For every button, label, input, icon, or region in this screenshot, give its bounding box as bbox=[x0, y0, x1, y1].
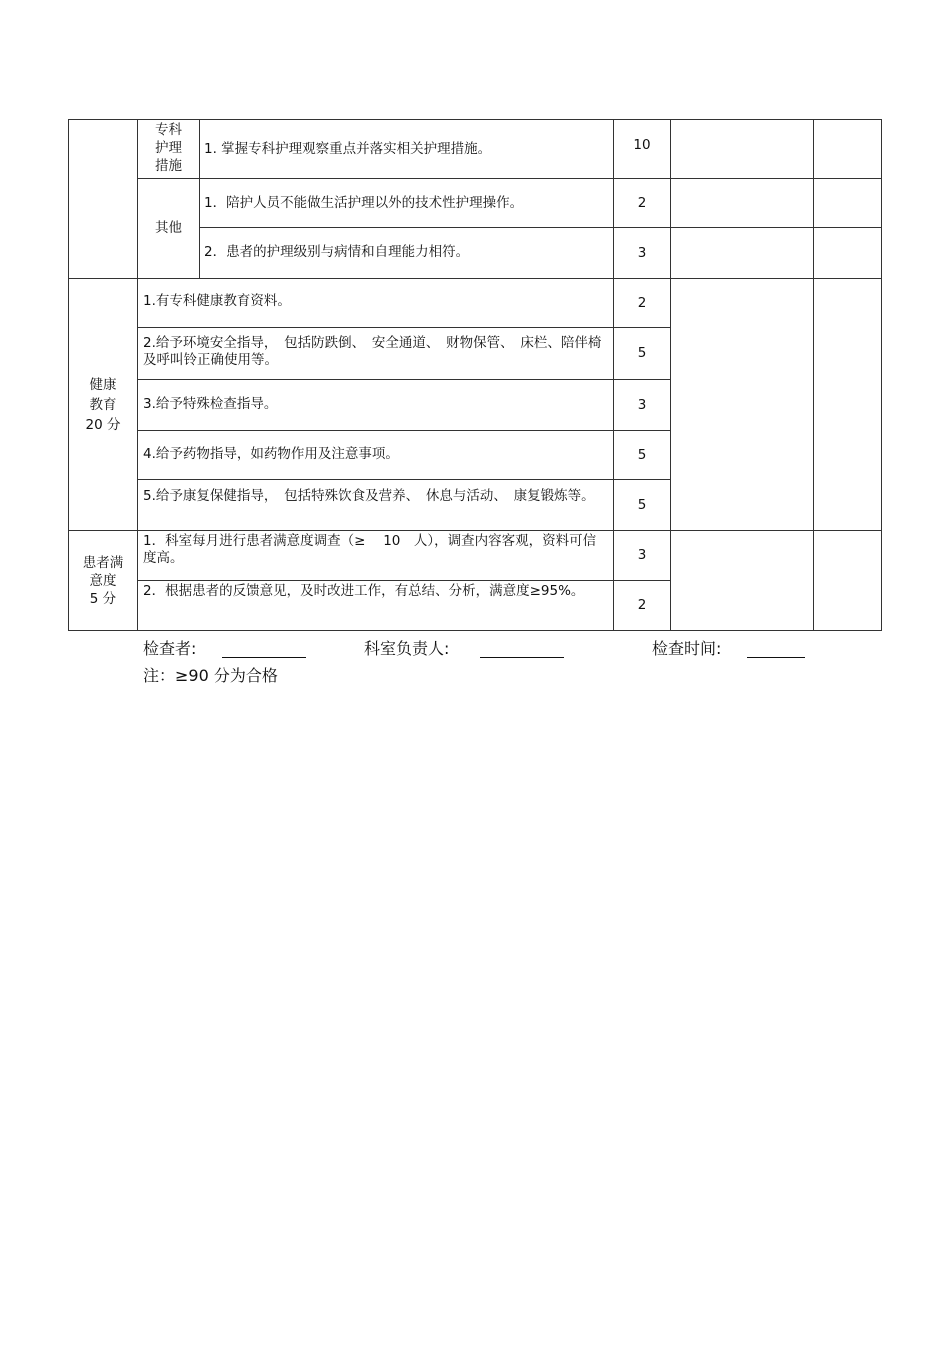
check-time-line[interactable] bbox=[747, 657, 805, 658]
item-text: 1．科室每月进行患者满意度调查（≥ 10 人），调查内容客观，资料可信度高。 bbox=[143, 533, 597, 566]
row-divider bbox=[137, 379, 671, 380]
item-text: 1. 掌握专科护理观察重点并落实相关护理措施。 bbox=[204, 140, 492, 157]
category-label-special-nursing: 专科 护理 措施 bbox=[155, 122, 182, 174]
section-divider bbox=[68, 278, 882, 279]
item-score: 10 bbox=[633, 136, 651, 153]
item-text: 2．根据患者的反馈意见，及时改进工作，有总结、分析，满意度≥95%。 bbox=[143, 583, 585, 599]
check-time-label: 检查时间: bbox=[652, 639, 722, 658]
pass-note: 注：≥90 分为合格 bbox=[143, 666, 278, 685]
item-score: 3 bbox=[637, 547, 647, 563]
inspector-signature-line[interactable] bbox=[222, 657, 306, 658]
dept-head-label: 科室负责人: bbox=[364, 639, 450, 658]
item-score: 5 bbox=[637, 496, 647, 513]
row-divider bbox=[137, 430, 671, 431]
item-text: 5.给予康复保健指导， 包括特殊饮食及营养、 休息与活动、 康复锻炼等。 bbox=[143, 488, 595, 504]
item-text: 2.给予环境安全指导， 包括防跌倒、 安全通道、 财物保管、 床栏、陪伴椅及呼叫铃正确使用等。 bbox=[143, 335, 602, 368]
item-score: 5 bbox=[637, 345, 647, 361]
row-divider bbox=[137, 327, 671, 328]
row-divider bbox=[137, 580, 671, 581]
item-score: 5 bbox=[637, 446, 647, 463]
item-score: 2 bbox=[637, 194, 647, 211]
section-label-nursing bbox=[69, 120, 137, 278]
dept-head-signature-line[interactable] bbox=[480, 657, 564, 658]
item-text: 1.有专科健康教育资料。 bbox=[143, 293, 291, 309]
item-text: 3.给予特殊检查指导。 bbox=[143, 396, 278, 412]
category-label-other: 其他 bbox=[155, 220, 182, 236]
item-text: 4.给予药物指导，如药物作用及注意事项。 bbox=[143, 446, 399, 462]
item-score: 2 bbox=[637, 294, 647, 311]
section-label-satisfaction: 患者满 意度 5 分 bbox=[82, 554, 124, 607]
table-right-border bbox=[881, 119, 882, 631]
column-divider bbox=[199, 119, 200, 278]
section-label-health-education: 健康 教育 20 分 bbox=[85, 376, 121, 433]
row-divider bbox=[137, 479, 671, 480]
column-divider bbox=[670, 119, 671, 631]
item-score: 3 bbox=[637, 244, 647, 261]
item-score: 2 bbox=[637, 597, 647, 613]
item-text: 1．陪护人员不能做生活护理以外的技术性护理操作。 bbox=[204, 194, 524, 211]
inspector-label: 检查者: bbox=[143, 639, 197, 658]
column-divider bbox=[813, 119, 814, 631]
section-divider bbox=[68, 530, 882, 531]
item-text: 2．患者的护理级别与病情和自理能力相符。 bbox=[204, 243, 470, 260]
item-score: 3 bbox=[637, 396, 647, 413]
table-bottom-border bbox=[68, 630, 882, 631]
